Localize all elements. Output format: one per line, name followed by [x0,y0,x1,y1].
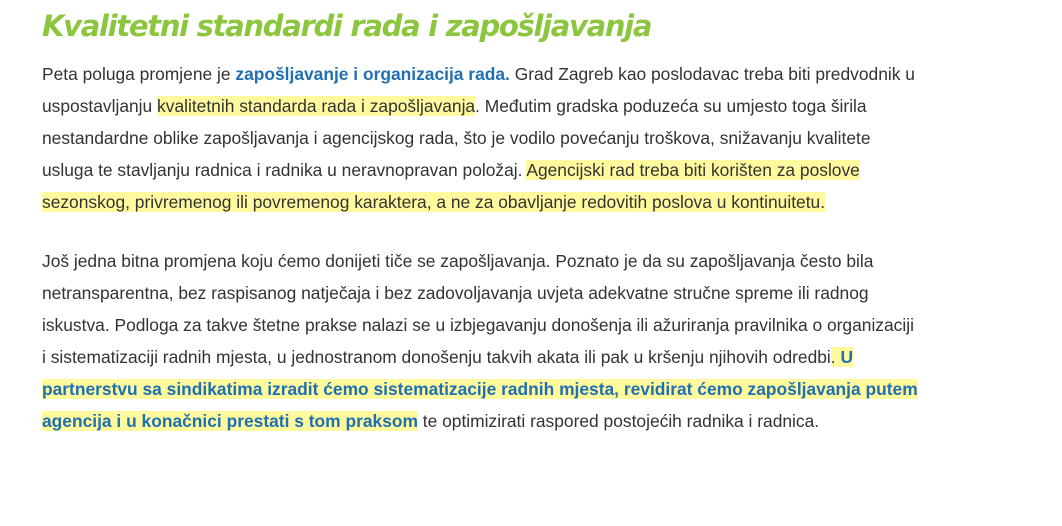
text-segment: Još jedna bitna promjena koju ćemo donijeti tiče se zapošljavanja. Poznato je da su zapošljavanja često bila netransparentna, bez raspisanog natječaja i bez zadovoljavanja uvjeta adekvatne stručne spreme ili radnog iskustva. Podloga za takve štetne prakse nalazi se u izbjegavanju donošenja ili ažuriranja pravilnika o organizaciji i sistematizaciji radnih mjesta, u jednostranom donošenju takvih akata ili pak u kršenju njihovih odredbi [42,251,914,367]
employment-organization-link[interactable]: zapošljavanje i organizacija rada. [235,64,510,84]
highlighted-link-text: U partnerstvu sa sindikatima izradit ćemo sistematizacije radnih mjesta, revidirat ćemo zapošljavanja putem agencija i u konačnici prestati s tom praksom [42,347,918,431]
highlighted-text: Agencijski rad treba biti korišten za poslove sezonskog, privremenog ili povremenog karaktera, a ne za obavljanje redovitih poslova u kontinuitetu. [42,160,860,212]
paragraph-intro [42,58,922,218]
highlighted-text: . [830,347,841,367]
text-segment: Peta poluga promjene je [42,64,236,84]
text-segment: te optimizirati raspored postojećih radnika i radnica. [417,411,820,431]
text-segment: Grad Zagreb kao poslodavac treba biti predvodnik u uspostavljanju [42,64,915,116]
section-heading: Kvalitetni standardi rada i zapošljavanja [42,9,652,43]
article-section [42,0,922,437]
paragraph-employment [42,245,922,437]
highlighted-text: kvalitetnih standarda rada i zapošljavanja [157,96,476,116]
text-segment: . Međutim gradska poduzeća su umjesto toga širila nestandardne oblike zapošljavanja i agencijskog rada, što je vodilo povećanju troškova, snižavanju kvalitete usluga te stavljanju radnica i radnika u neravnopravan položaj. [42,96,871,180]
